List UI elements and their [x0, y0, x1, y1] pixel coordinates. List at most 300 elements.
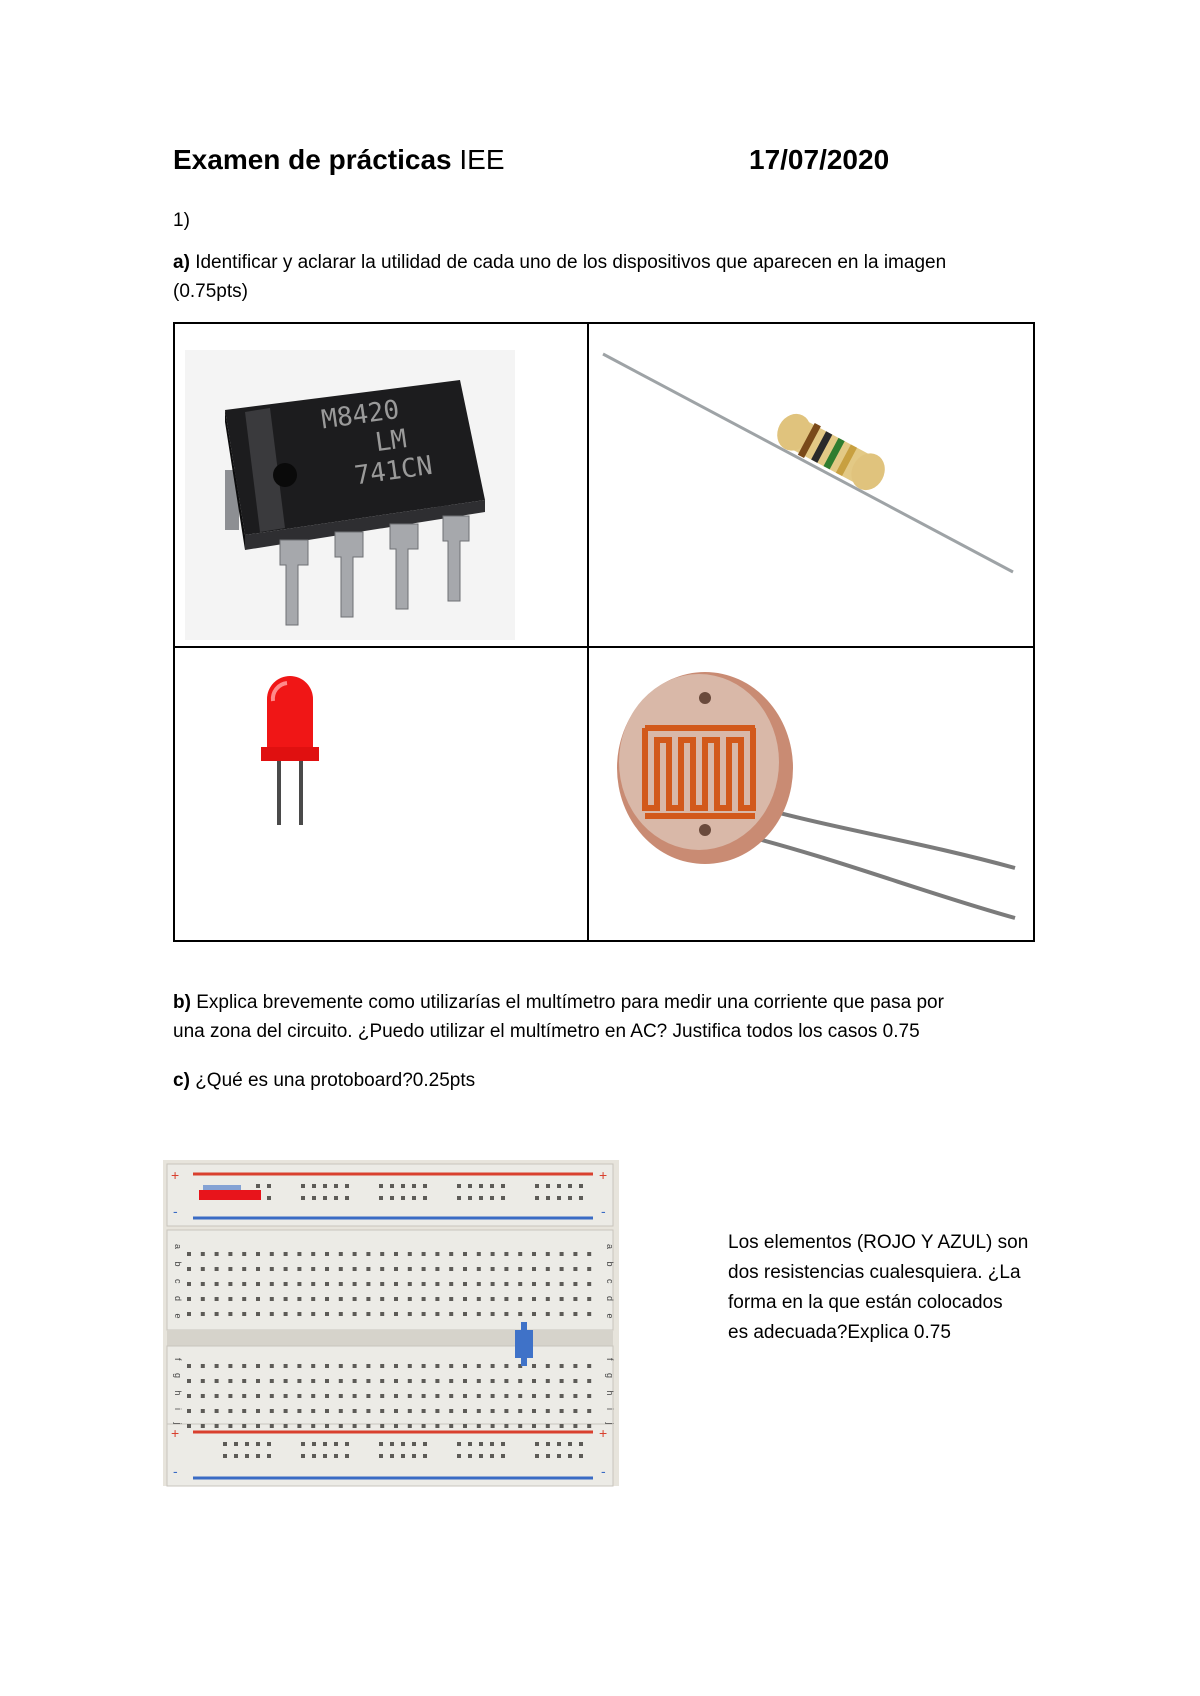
breadboard-hole	[256, 1252, 260, 1256]
breadboard-hole	[518, 1267, 522, 1271]
breadboard-hole	[366, 1252, 370, 1256]
breadboard-hole	[339, 1364, 343, 1368]
breadboard-hole	[187, 1312, 191, 1316]
breadboard-hole	[380, 1379, 384, 1383]
breadboard-hole	[560, 1297, 564, 1301]
breadboard-hole	[366, 1267, 370, 1271]
breadboard-hole	[394, 1364, 398, 1368]
breadboard-hole	[479, 1184, 483, 1188]
question-c	[173, 1066, 475, 1095]
breadboard-hole	[579, 1442, 583, 1446]
breadboard-hole	[479, 1454, 483, 1458]
breadboard-hole	[394, 1312, 398, 1316]
breadboard-hole	[201, 1379, 205, 1383]
breadboard-hole	[311, 1409, 315, 1413]
breadboard-hole	[501, 1454, 505, 1458]
breadboard-hole	[325, 1364, 329, 1368]
breadboard-hole	[573, 1364, 577, 1368]
breadboard-hole	[256, 1297, 260, 1301]
breadboard-note-line1: Los elementos (ROJO Y AZUL) son	[728, 1232, 1029, 1253]
breadboard-hole	[587, 1424, 591, 1428]
breadboard-hole	[408, 1424, 412, 1428]
breadboard-hole	[518, 1379, 522, 1383]
breadboard-hole	[412, 1442, 416, 1446]
breadboard-hole	[334, 1442, 338, 1446]
breadboard-hole	[532, 1252, 536, 1256]
question-a-points: (0.75pts)	[173, 281, 248, 302]
breadboard-hole	[256, 1312, 260, 1316]
breadboard-hole	[412, 1184, 416, 1188]
breadboard-note-line2: dos resistencias cualesquiera. ¿La	[728, 1262, 1021, 1283]
breadboard-hole	[401, 1184, 405, 1188]
breadboard-hole	[301, 1184, 305, 1188]
breadboard-hole	[408, 1312, 412, 1316]
breadboard-hole	[284, 1379, 288, 1383]
breadboard-hole	[284, 1297, 288, 1301]
breadboard-hole	[312, 1184, 316, 1188]
breadboard-hole	[546, 1424, 550, 1428]
row-letters-top-right: a b c d e	[605, 1244, 615, 1324]
breadboard-hole	[187, 1364, 191, 1368]
breadboard-hole	[468, 1196, 472, 1200]
breadboard-hole	[323, 1442, 327, 1446]
breadboard-hole	[242, 1379, 246, 1383]
breadboard-hole	[560, 1364, 564, 1368]
breadboard-hole	[546, 1442, 550, 1446]
breadboard-hole	[423, 1184, 427, 1188]
breadboard-hole	[412, 1454, 416, 1458]
question-a-label: a)	[173, 252, 190, 273]
breadboard-hole	[435, 1252, 439, 1256]
breadboard-hole	[228, 1312, 232, 1316]
breadboard-hole	[573, 1267, 577, 1271]
breadboard-hole	[312, 1196, 316, 1200]
breadboard-hole	[234, 1454, 238, 1458]
breadboard-hole	[579, 1184, 583, 1188]
breadboard-hole	[491, 1409, 495, 1413]
breadboard-hole	[560, 1312, 564, 1316]
breadboard-hole	[339, 1282, 343, 1286]
breadboard-hole	[390, 1454, 394, 1458]
breadboard-hole	[504, 1267, 508, 1271]
breadboard-hole	[223, 1442, 227, 1446]
breadboard-hole	[353, 1282, 357, 1286]
breadboard-hole	[267, 1184, 271, 1188]
breadboard-hole	[491, 1267, 495, 1271]
breadboard-hole	[504, 1297, 508, 1301]
breadboard-hole	[587, 1282, 591, 1286]
breadboard-hole	[256, 1364, 260, 1368]
exam-title	[173, 144, 505, 176]
breadboard-hole	[560, 1282, 564, 1286]
breadboard-hole	[408, 1409, 412, 1413]
breadboard-hole	[215, 1394, 219, 1398]
breadboard-hole	[477, 1409, 481, 1413]
breadboard-hole	[477, 1267, 481, 1271]
breadboard-hole	[228, 1364, 232, 1368]
breadboard-hole	[201, 1282, 205, 1286]
breadboard-hole	[422, 1394, 426, 1398]
breadboard-hole	[408, 1297, 412, 1301]
breadboard-hole	[490, 1196, 494, 1200]
breadboard-hole	[412, 1196, 416, 1200]
breadboard-hole	[422, 1312, 426, 1316]
breadboard-hole	[457, 1442, 461, 1446]
breadboard-hole	[560, 1394, 564, 1398]
breadboard-hole	[215, 1267, 219, 1271]
question-a-text: Identificar y aclarar la utilidad de cada uno de los dispositivos que aparecen en la imagen	[195, 252, 947, 273]
question-b	[173, 988, 1053, 1046]
breadboard-hole	[422, 1424, 426, 1428]
breadboard-hole	[325, 1394, 329, 1398]
breadboard-hole	[546, 1312, 550, 1316]
breadboard-note	[728, 1228, 1048, 1348]
breadboard-hole	[449, 1297, 453, 1301]
breadboard-hole	[468, 1184, 472, 1188]
breadboard-hole	[256, 1409, 260, 1413]
breadboard-hole	[532, 1409, 536, 1413]
breadboard-hole	[491, 1364, 495, 1368]
breadboard-hole	[408, 1252, 412, 1256]
breadboard-hole	[228, 1394, 232, 1398]
breadboard-hole	[380, 1364, 384, 1368]
breadboard-hole	[394, 1297, 398, 1301]
breadboard-hole	[311, 1297, 315, 1301]
breadboard-hole	[477, 1364, 481, 1368]
breadboard-hole	[228, 1282, 232, 1286]
breadboard-hole	[423, 1442, 427, 1446]
breadboard-hole	[187, 1424, 191, 1428]
breadboard-hole	[463, 1379, 467, 1383]
breadboard-hole	[312, 1442, 316, 1446]
breadboard-hole	[535, 1196, 539, 1200]
breadboard-hole	[546, 1184, 550, 1188]
breadboard-hole	[568, 1454, 572, 1458]
breadboard-hole	[297, 1252, 301, 1256]
breadboard-hole	[267, 1454, 271, 1458]
breadboard-hole	[215, 1364, 219, 1368]
breadboard-hole	[228, 1409, 232, 1413]
red-resistor	[199, 1190, 261, 1200]
question-c-label: c)	[173, 1070, 190, 1091]
breadboard-hole	[532, 1297, 536, 1301]
breadboard-hole	[201, 1312, 205, 1316]
breadboard-hole	[587, 1267, 591, 1271]
breadboard-hole	[463, 1409, 467, 1413]
breadboard-hole	[297, 1394, 301, 1398]
breadboard-hole	[423, 1454, 427, 1458]
breadboard-hole	[422, 1282, 426, 1286]
breadboard-hole	[366, 1379, 370, 1383]
breadboard-hole	[390, 1184, 394, 1188]
breadboard-hole	[557, 1184, 561, 1188]
led-image	[215, 659, 365, 829]
breadboard-hole	[339, 1424, 343, 1428]
rail-plus-bottom-right: +	[599, 1425, 608, 1441]
breadboard-hole	[491, 1394, 495, 1398]
breadboard-hole	[334, 1454, 338, 1458]
breadboard-hole	[242, 1424, 246, 1428]
ldr-image	[605, 658, 1025, 938]
breadboard-hole	[504, 1364, 508, 1368]
breadboard-hole	[242, 1364, 246, 1368]
breadboard-hole	[573, 1282, 577, 1286]
breadboard-hole	[223, 1454, 227, 1458]
breadboard-hole	[408, 1379, 412, 1383]
breadboard-hole	[463, 1424, 467, 1428]
breadboard-hole	[479, 1196, 483, 1200]
breadboard-hole	[435, 1282, 439, 1286]
breadboard-hole	[501, 1442, 505, 1446]
breadboard-hole	[215, 1252, 219, 1256]
breadboard-hole	[311, 1364, 315, 1368]
breadboard-hole	[284, 1409, 288, 1413]
breadboard-hole	[323, 1454, 327, 1458]
breadboard-hole	[477, 1297, 481, 1301]
breadboard-hole	[518, 1312, 522, 1316]
breadboard-hole	[228, 1379, 232, 1383]
breadboard-hole	[311, 1252, 315, 1256]
breadboard-hole	[270, 1252, 274, 1256]
breadboard-hole	[215, 1297, 219, 1301]
breadboard-hole	[284, 1312, 288, 1316]
rail-plus-top-left: +	[171, 1167, 180, 1183]
breadboard-hole	[504, 1379, 508, 1383]
breadboard-hole	[463, 1252, 467, 1256]
breadboard-hole	[557, 1442, 561, 1446]
breadboard-hole	[187, 1282, 191, 1286]
breadboard-hole	[284, 1394, 288, 1398]
breadboard-hole	[270, 1312, 274, 1316]
breadboard-hole	[546, 1409, 550, 1413]
breadboard-hole	[379, 1196, 383, 1200]
breadboard-hole	[463, 1364, 467, 1368]
breadboard-hole	[422, 1379, 426, 1383]
breadboard-hole	[546, 1454, 550, 1458]
breadboard-hole	[228, 1267, 232, 1271]
breadboard-hole	[242, 1409, 246, 1413]
breadboard-hole	[463, 1394, 467, 1398]
breadboard-hole	[366, 1409, 370, 1413]
breadboard-hole	[490, 1184, 494, 1188]
breadboard-hole	[270, 1379, 274, 1383]
breadboard-hole	[422, 1297, 426, 1301]
breadboard-hole	[256, 1282, 260, 1286]
breadboard-hole	[394, 1394, 398, 1398]
breadboard-hole	[297, 1379, 301, 1383]
breadboard-hole	[535, 1454, 539, 1458]
breadboard-hole	[435, 1409, 439, 1413]
breadboard-hole	[477, 1312, 481, 1316]
breadboard-hole	[256, 1267, 260, 1271]
breadboard-hole	[394, 1267, 398, 1271]
breadboard-hole	[546, 1252, 550, 1256]
breadboard-hole	[353, 1379, 357, 1383]
breadboard-image	[163, 1152, 623, 1493]
breadboard-hole	[201, 1364, 205, 1368]
breadboard-hole	[401, 1442, 405, 1446]
breadboard-hole	[297, 1409, 301, 1413]
breadboard-hole	[325, 1267, 329, 1271]
breadboard-hole	[215, 1379, 219, 1383]
breadboard-hole	[532, 1282, 536, 1286]
exam-title-main: Examen de prácticas	[173, 144, 452, 175]
breadboard-hole	[256, 1379, 260, 1383]
breadboard-hole	[422, 1409, 426, 1413]
breadboard-hole	[284, 1424, 288, 1428]
breadboard-hole	[468, 1442, 472, 1446]
breadboard-hole	[334, 1184, 338, 1188]
breadboard-hole	[587, 1252, 591, 1256]
breadboard-hole	[366, 1282, 370, 1286]
breadboard-hole	[449, 1424, 453, 1428]
breadboard-hole	[504, 1282, 508, 1286]
breadboard-hole	[504, 1394, 508, 1398]
question-number: 1)	[173, 210, 190, 231]
breadboard-hole	[187, 1409, 191, 1413]
breadboard-hole	[463, 1282, 467, 1286]
breadboard-hole	[215, 1282, 219, 1286]
breadboard-hole	[325, 1297, 329, 1301]
breadboard-hole	[187, 1297, 191, 1301]
breadboard-hole	[339, 1409, 343, 1413]
breadboard-hole	[449, 1312, 453, 1316]
breadboard-hole	[491, 1252, 495, 1256]
breadboard-hole	[435, 1297, 439, 1301]
breadboard-hole	[435, 1379, 439, 1383]
breadboard-hole	[215, 1424, 219, 1428]
breadboard-hole	[568, 1196, 572, 1200]
breadboard-hole	[573, 1297, 577, 1301]
breadboard-hole	[546, 1364, 550, 1368]
table-divider-horizontal	[175, 646, 1033, 648]
breadboard-hole	[573, 1424, 577, 1428]
rail-plus-bottom-left: +	[171, 1425, 180, 1441]
breadboard-hole	[435, 1394, 439, 1398]
breadboard-hole	[477, 1394, 481, 1398]
breadboard-hole	[380, 1424, 384, 1428]
breadboard-hole	[242, 1252, 246, 1256]
breadboard-hole	[587, 1364, 591, 1368]
breadboard-hole	[449, 1252, 453, 1256]
breadboard-hole	[270, 1282, 274, 1286]
breadboard-hole	[267, 1442, 271, 1446]
breadboard-hole	[573, 1312, 577, 1316]
breadboard-hole	[201, 1267, 205, 1271]
breadboard-hole	[457, 1196, 461, 1200]
breadboard-hole	[345, 1196, 349, 1200]
breadboard-hole	[408, 1364, 412, 1368]
breadboard-hole	[380, 1297, 384, 1301]
breadboard-hole	[323, 1196, 327, 1200]
breadboard-hole	[394, 1379, 398, 1383]
breadboard-hole	[532, 1312, 536, 1316]
breadboard-hole	[468, 1454, 472, 1458]
breadboard-hole	[587, 1394, 591, 1398]
breadboard-hole	[560, 1409, 564, 1413]
breadboard-hole	[449, 1379, 453, 1383]
breadboard-hole	[490, 1442, 494, 1446]
breadboard-hole	[270, 1409, 274, 1413]
breadboard-hole	[560, 1252, 564, 1256]
breadboard-hole	[422, 1252, 426, 1256]
breadboard-hole	[463, 1312, 467, 1316]
row-letters-bottom-left: f g h i j	[173, 1358, 183, 1430]
breadboard-hole	[366, 1394, 370, 1398]
breadboard-hole	[394, 1252, 398, 1256]
breadboard-hole	[457, 1454, 461, 1458]
breadboard-hole	[339, 1379, 343, 1383]
breadboard-hole	[339, 1252, 343, 1256]
breadboard-hole	[423, 1196, 427, 1200]
breadboard-hole	[532, 1364, 536, 1368]
question-b-line1: Explica brevemente como utilizarías el multímetro para medir una corriente que pasa por	[196, 992, 944, 1013]
breadboard-hole	[201, 1394, 205, 1398]
resistor-image	[595, 344, 1025, 574]
breadboard-hole	[379, 1454, 383, 1458]
breadboard-hole	[518, 1424, 522, 1428]
breadboard-hole	[587, 1379, 591, 1383]
breadboard-hole	[579, 1454, 583, 1458]
breadboard-hole	[449, 1282, 453, 1286]
breadboard-hole	[297, 1424, 301, 1428]
breadboard-hole	[353, 1312, 357, 1316]
breadboard-hole	[270, 1297, 274, 1301]
breadboard-hole	[311, 1312, 315, 1316]
breadboard-hole	[284, 1252, 288, 1256]
breadboard-hole	[380, 1252, 384, 1256]
rail-minus-bottom-left: -	[173, 1463, 178, 1479]
breadboard-hole	[587, 1409, 591, 1413]
breadboard-hole	[311, 1394, 315, 1398]
breadboard-hole	[532, 1379, 536, 1383]
breadboard-hole	[573, 1379, 577, 1383]
breadboard-hole	[535, 1184, 539, 1188]
breadboard-hole	[353, 1252, 357, 1256]
breadboard-hole	[435, 1424, 439, 1428]
devices-table	[173, 322, 1035, 942]
breadboard-hole	[256, 1442, 260, 1446]
breadboard-hole	[546, 1379, 550, 1383]
breadboard-hole	[380, 1267, 384, 1271]
breadboard-hole	[449, 1394, 453, 1398]
breadboard-hole	[408, 1267, 412, 1271]
question-b-label: b)	[173, 992, 191, 1013]
breadboard-hole	[379, 1442, 383, 1446]
chip-marking-line3: 741CN	[352, 450, 435, 492]
breadboard-hole	[323, 1184, 327, 1188]
breadboard-hole	[339, 1267, 343, 1271]
breadboard-hole	[573, 1409, 577, 1413]
breadboard-hole	[401, 1454, 405, 1458]
breadboard-hole	[256, 1394, 260, 1398]
breadboard-hole	[394, 1424, 398, 1428]
breadboard-hole	[187, 1394, 191, 1398]
breadboard-hole	[518, 1282, 522, 1286]
breadboard-hole	[284, 1282, 288, 1286]
breadboard-hole	[339, 1394, 343, 1398]
breadboard-hole	[234, 1442, 238, 1446]
breadboard-hole	[557, 1454, 561, 1458]
breadboard-hole	[312, 1454, 316, 1458]
breadboard-hole	[187, 1267, 191, 1271]
exam-date: 17/07/2020	[749, 144, 890, 175]
breadboard-hole	[477, 1282, 481, 1286]
breadboard-hole	[422, 1364, 426, 1368]
breadboard-hole	[501, 1196, 505, 1200]
question-b-line2: una zona del circuito. ¿Puedo utilizar el multímetro en AC? Justifica todos los casos 0.75	[173, 1021, 920, 1042]
breadboard-hole	[491, 1379, 495, 1383]
